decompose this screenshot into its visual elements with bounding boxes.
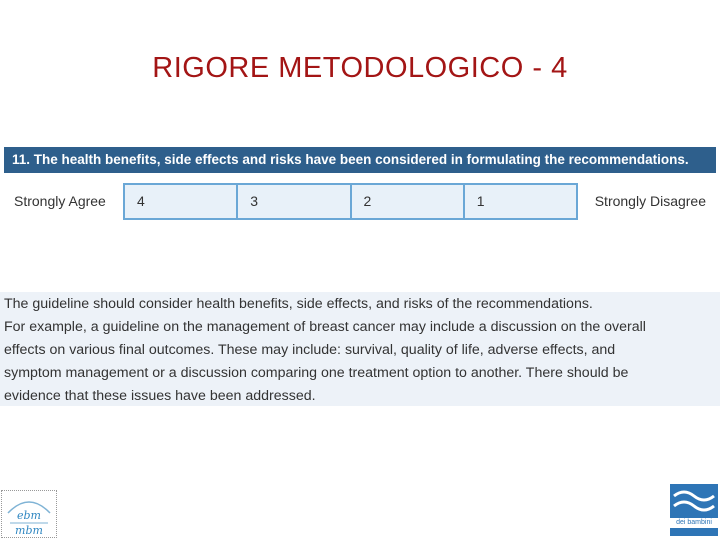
explanation-line: evidence that these issues have been addressed. [4,388,316,404]
scale-label-strongly-disagree: Strongly Disagree [594,193,706,209]
rating-option-2[interactable]: 2 [352,185,465,218]
slide-title: RIGORE METODOLOGICO - 4 [152,52,568,84]
explanation-line: The guideline should consider health benefits, side effects, and risks of the recommendations. [4,296,593,312]
explanation-box [0,292,720,406]
scale-label-strongly-agree: Strongly Agree [14,193,106,209]
hospital-logo [670,484,718,536]
explanation-line: symptom management or a discussion comparing one treatment option to another. There should be [4,365,629,381]
svg-text:ebm: ebm [17,509,41,522]
explanation-line: For example, a guideline on the management of breast cancer may include a discussion on the overall [4,319,646,335]
rating-options [123,183,578,220]
hospital-logo-name: dei bambini [670,518,718,528]
rating-scale [4,183,716,220]
rating-option-1[interactable]: 1 [476,193,485,209]
rating-option-3[interactable]: 3 [238,185,351,218]
question-header: 11. The health benefits, side effects and risks have been considered in formulating the recommendations. [4,147,716,173]
svg-text:mbm: mbm [15,524,43,537]
waves-icon [670,484,718,518]
ebm-logo [1,490,57,538]
ebm-logo-icon [2,491,56,537]
rating-option-4[interactable]: 4 [125,185,238,218]
explanation-line: effects on various final outcomes. These may include: survival, quality of life, adverse effects, and [4,342,616,358]
